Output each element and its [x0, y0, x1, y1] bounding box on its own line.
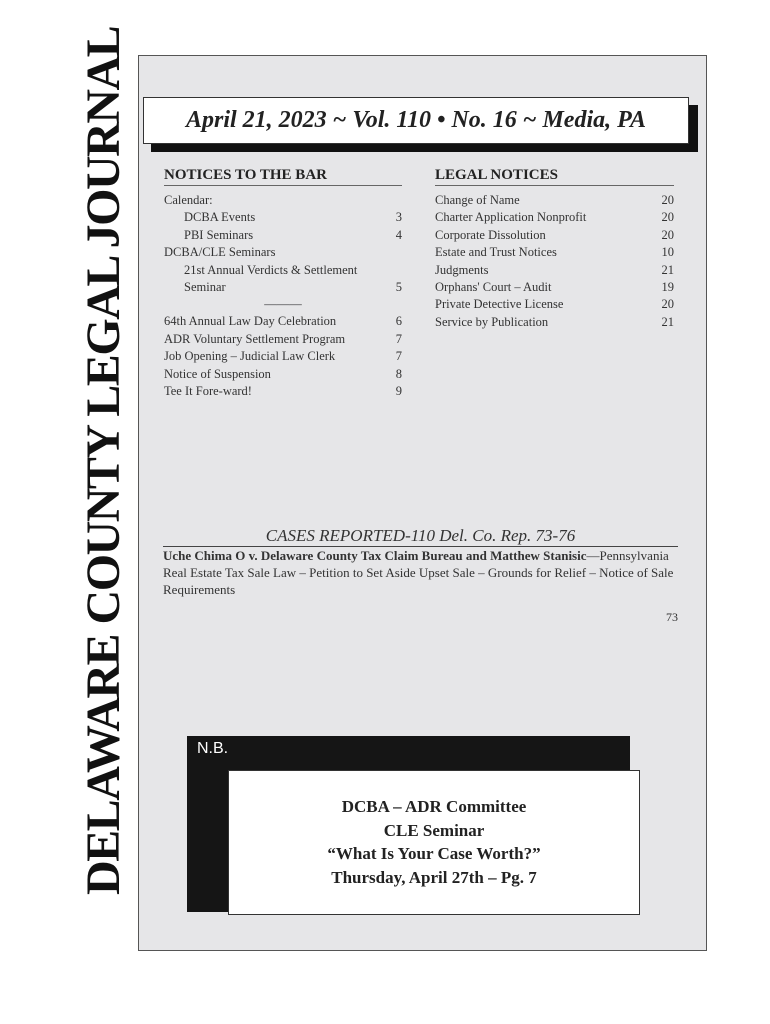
toc-label: Charter Application Nonprofit [435, 210, 587, 225]
nb-line: “What Is Your Case Worth?” [327, 844, 541, 863]
toc-item [164, 262, 402, 279]
toc-page: 3 [395, 210, 402, 225]
toc-item [435, 296, 674, 313]
toc-label: 64th Annual Law Day Celebration [164, 314, 337, 329]
toc-item [164, 383, 402, 400]
toc-label: Orphans' Court – Audit [435, 279, 552, 294]
nb-line: CLE Seminar [383, 820, 485, 840]
toc-label: ADR Voluntary Settlement Program [164, 331, 346, 346]
toc-label: Change of Name [435, 193, 520, 207]
toc-page: 10 [661, 245, 674, 260]
toc-item [435, 279, 674, 296]
toc-item [164, 244, 402, 261]
nb-announcement [228, 770, 640, 915]
legal-notices [435, 167, 674, 331]
toc-item [435, 314, 674, 331]
issue-header: April 21, 2023 ~ Vol. 110 • No. 16 ~ Media, PA [143, 97, 689, 144]
toc-page: 21 [661, 262, 674, 277]
legal-notices-heading: LEGAL NOTICES [435, 167, 674, 186]
toc-page: 20 [661, 227, 674, 242]
case-description: —Pennsylvania Real Estate Tax Sale Law – Petition to Set Aside Upset Sale – Grounds for Relief – Notice of Sale Requirements [163, 548, 674, 597]
toc-page: 4 [395, 227, 402, 242]
toc-label: PBI Seminars [184, 227, 254, 242]
toc-label: Tee It Fore-ward! [164, 383, 252, 398]
case-entry [163, 547, 678, 598]
toc-item [164, 209, 402, 226]
toc-label: Corporate Dissolution [435, 227, 546, 242]
toc-item [435, 192, 674, 209]
toc-item [164, 366, 402, 383]
toc-item [164, 192, 402, 209]
separator: ——— [264, 297, 302, 312]
toc-item [435, 244, 674, 261]
toc-label: Judgments [435, 262, 489, 277]
journal-title: DELAWARE COUNTY LEGAL JOURNAL [77, 26, 130, 895]
toc-label: Private Detective License [435, 297, 564, 312]
toc-item [435, 262, 674, 279]
cases-reported [163, 527, 678, 625]
toc-label: DCBA/CLE Seminars [164, 245, 276, 260]
case-page: 73 [666, 610, 678, 624]
toc-label: Seminar [184, 279, 226, 294]
toc-label: Calendar: [164, 193, 213, 207]
toc-item [164, 348, 402, 365]
toc-item [435, 227, 674, 244]
case-title: Uche Chima O v. Delaware County Tax Claim Bureau and Matthew Stanisic [163, 548, 587, 563]
notices-to-bar [164, 167, 402, 400]
notices-heading: NOTICES TO THE BAR [164, 167, 402, 186]
nb-line: DCBA – ADR Committee [341, 797, 527, 816]
cases-heading: CASES REPORTED-110 Del. Co. Rep. 73-76 [163, 527, 678, 547]
toc-page: 6 [395, 314, 402, 329]
toc-page: 8 [395, 366, 402, 381]
toc-item [164, 279, 402, 296]
toc-page: 9 [395, 383, 402, 398]
toc-page: 21 [661, 314, 674, 329]
toc-page: 20 [661, 193, 674, 207]
toc-label: DCBA Events [184, 210, 256, 225]
nb-label: N.B. [197, 740, 229, 757]
toc-item [164, 227, 402, 244]
toc-page: 7 [395, 349, 402, 364]
nb-line: Thursday, April 27th – Pg. 7 [331, 867, 537, 887]
toc-page: 7 [395, 331, 402, 346]
toc-item [164, 313, 402, 330]
toc-label: 21st Annual Verdicts & Settlement [184, 262, 358, 277]
toc-item [435, 209, 674, 226]
toc-item [164, 331, 402, 348]
toc-label: Notice of Suspension [164, 366, 271, 381]
toc-page: 20 [661, 297, 674, 312]
toc-page: 19 [661, 279, 674, 294]
toc-label: Job Opening – Judicial Law Clerk [164, 349, 336, 364]
toc-label: Service by Publication [435, 314, 549, 329]
toc-label: Estate and Trust Notices [435, 245, 557, 260]
toc-page: 20 [661, 210, 674, 225]
toc-page: 5 [395, 279, 402, 294]
